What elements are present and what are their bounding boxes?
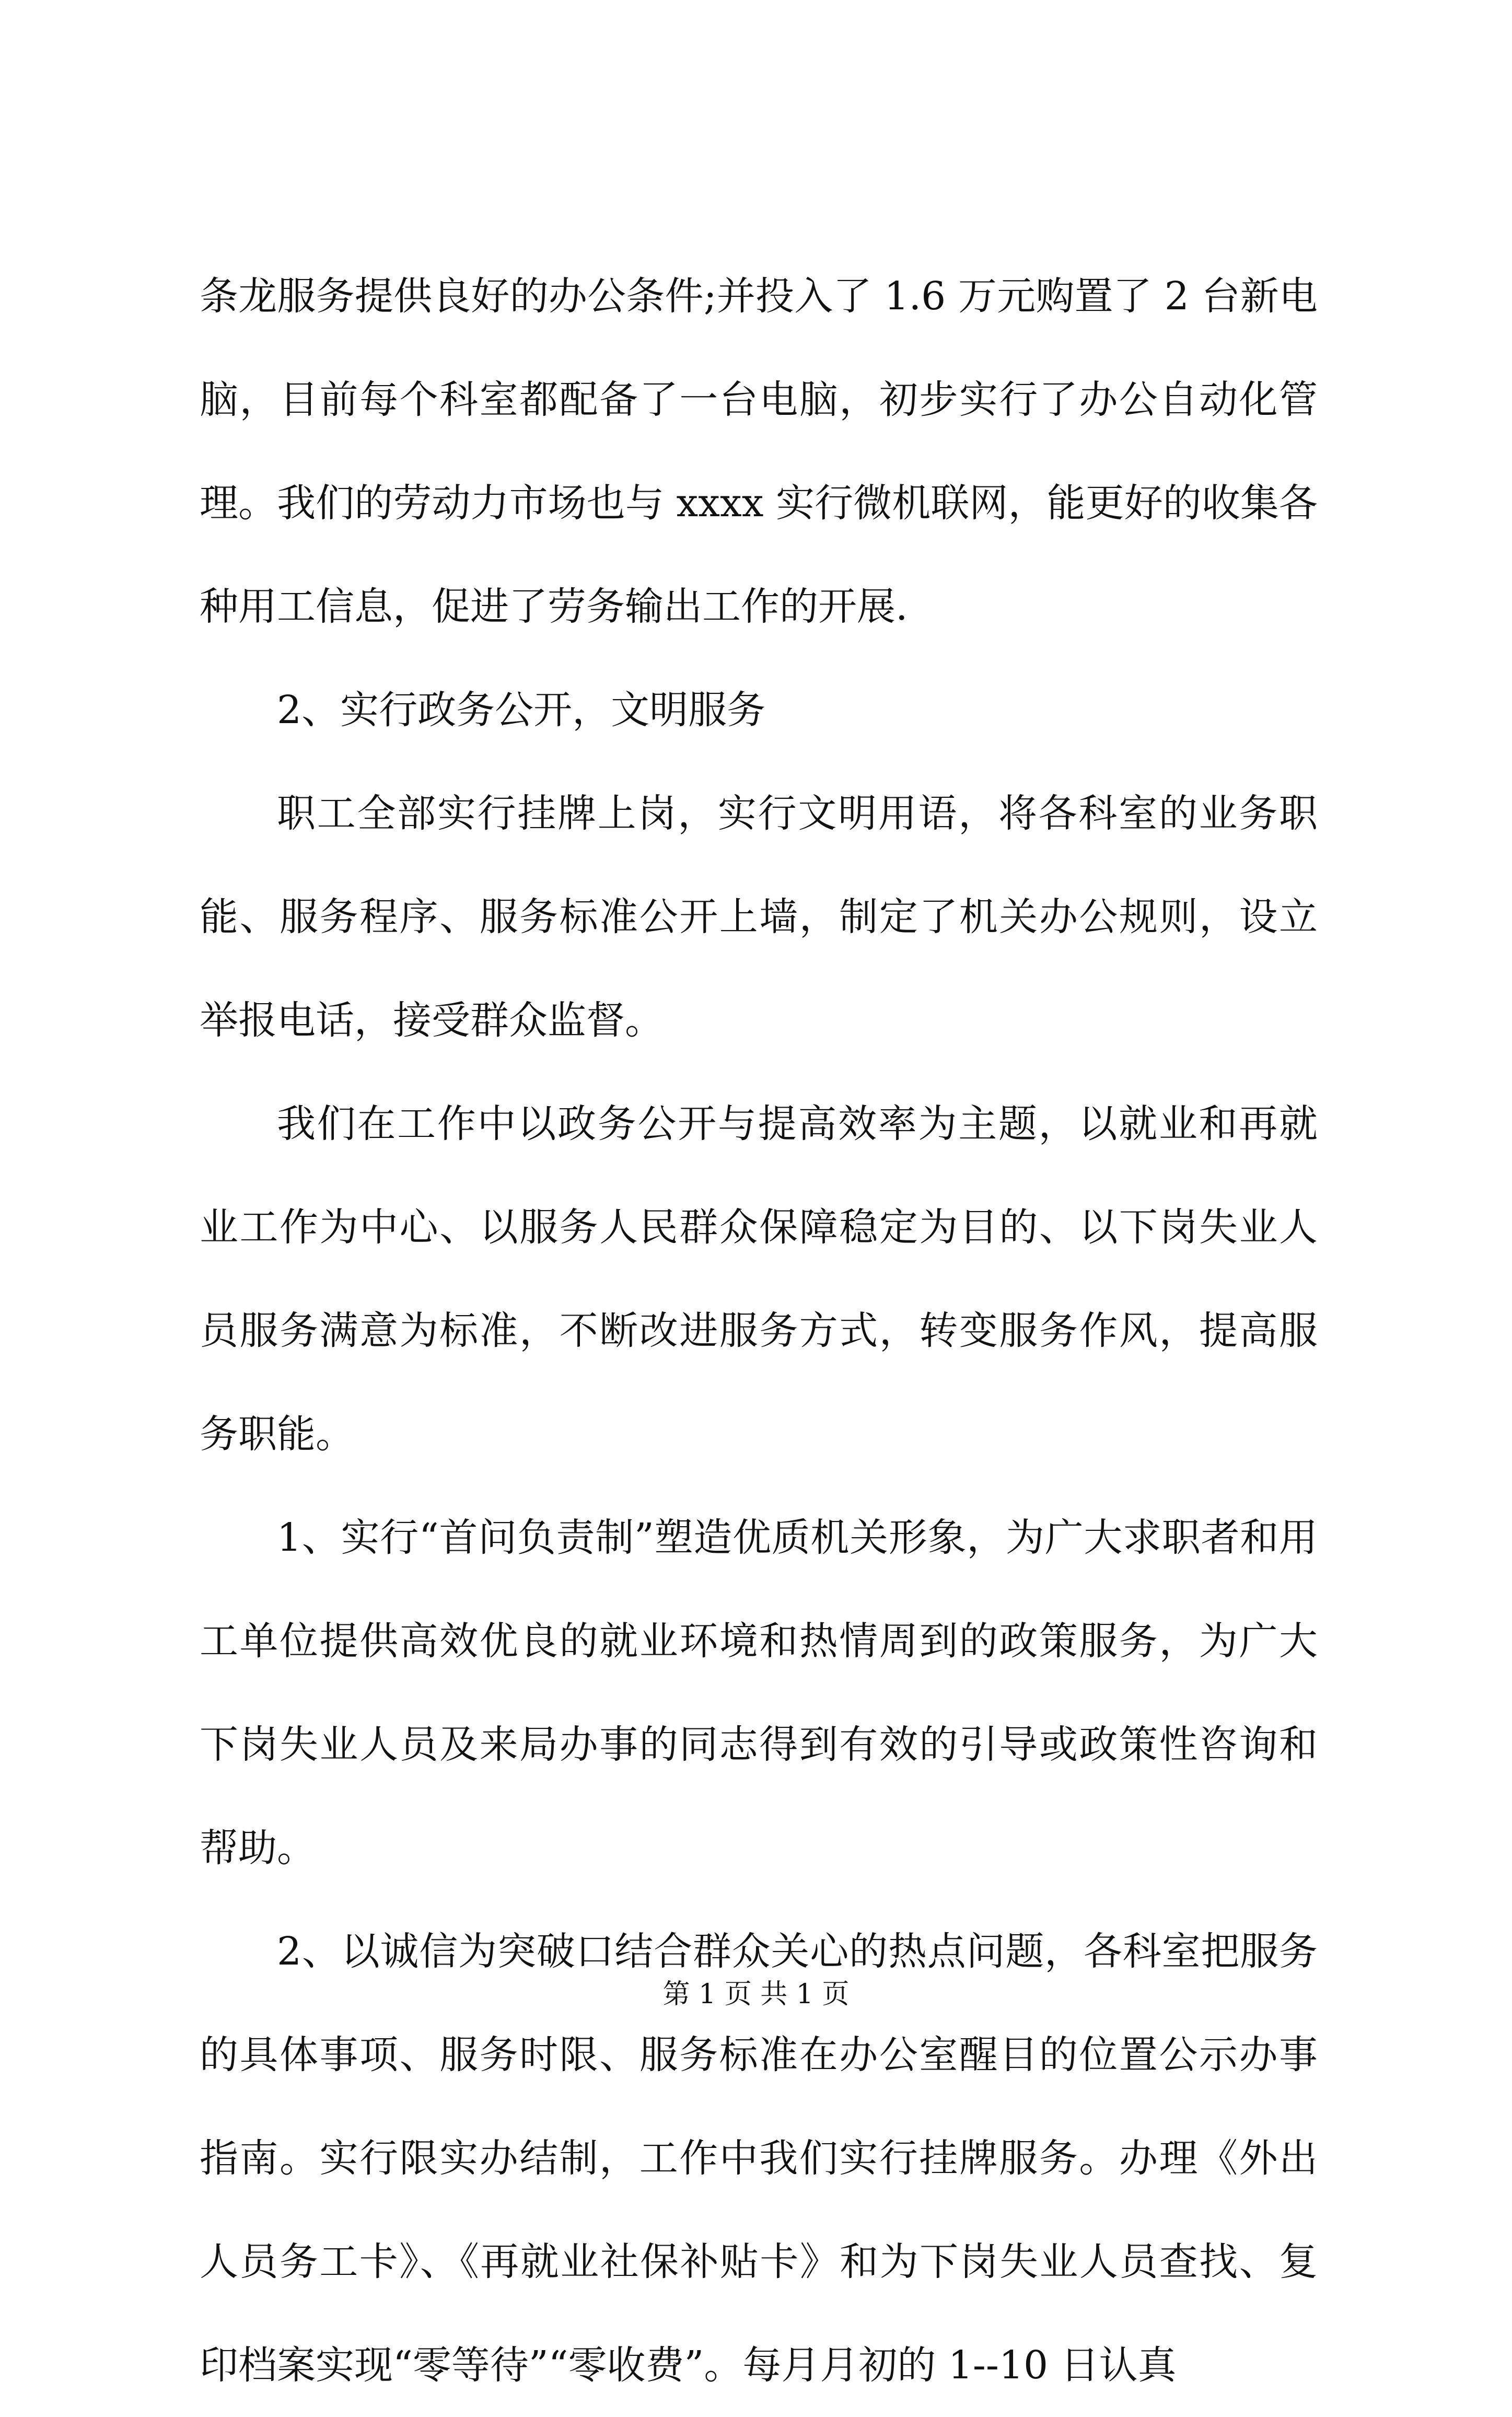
- page-number-label: 第 1 页 共 1 页: [662, 1979, 850, 2010]
- document-body: [200, 245, 1318, 2417]
- paragraph-5: 1、实行“首问负责制”塑造优质机关形象，为广大求职者和用工单位提供高效优良的就业环境和热情周到的政策服务，为广大下岗失业人员及来局办事的同志得到有效的引导或政策性咨询和帮助。: [200, 1515, 1318, 1870]
- paragraph-4: 我们在工作中以政务公开与提高效率为主题，以就业和再就业工作为中心、以服务人民群众保障稳定为目的、以下岗失业人员服务满意为标准，不断改进服务方式，转变服务作风，提高服务职能。: [200, 1101, 1318, 1457]
- page-footer: [0, 1978, 1512, 2011]
- paragraph-1: 条龙服务提供良好的办公条件;并投入了 1.6 万元购置了 2 台新电脑，目前每个科室都配备了一台电脑，初步实行了办公自动化管理。我们的劳动力市场也与 xxxx 实行微机联网，能更好的收集各种用工信息，促进了劳务输出工作的开展.: [200, 274, 1318, 629]
- paragraph-2-heading: 2、实行政务公开，文明服务: [277, 688, 766, 733]
- paragraph-3: 职工全部实行挂牌上岗，实行文明用语，将各科室的业务职能、服务程序、服务标准公开上墙，制定了机关办公规则，设立举报电话，接受群众监督。: [200, 791, 1318, 1043]
- paragraph-6: 2、以诚信为突破口结合群众关心的热点问题，各科室把服务的具体事项、服务时限、服务标准在办公室醒目的位置公示办事指南。实行限实办结制，工作中我们实行挂牌服务。办理《外出人员务工卡》、《再就业社保补贴卡》和为下岗失业人员查找、复印档案实现“零等待”“零收费”。每月月初的 1--10 日认真: [200, 1929, 1318, 2388]
